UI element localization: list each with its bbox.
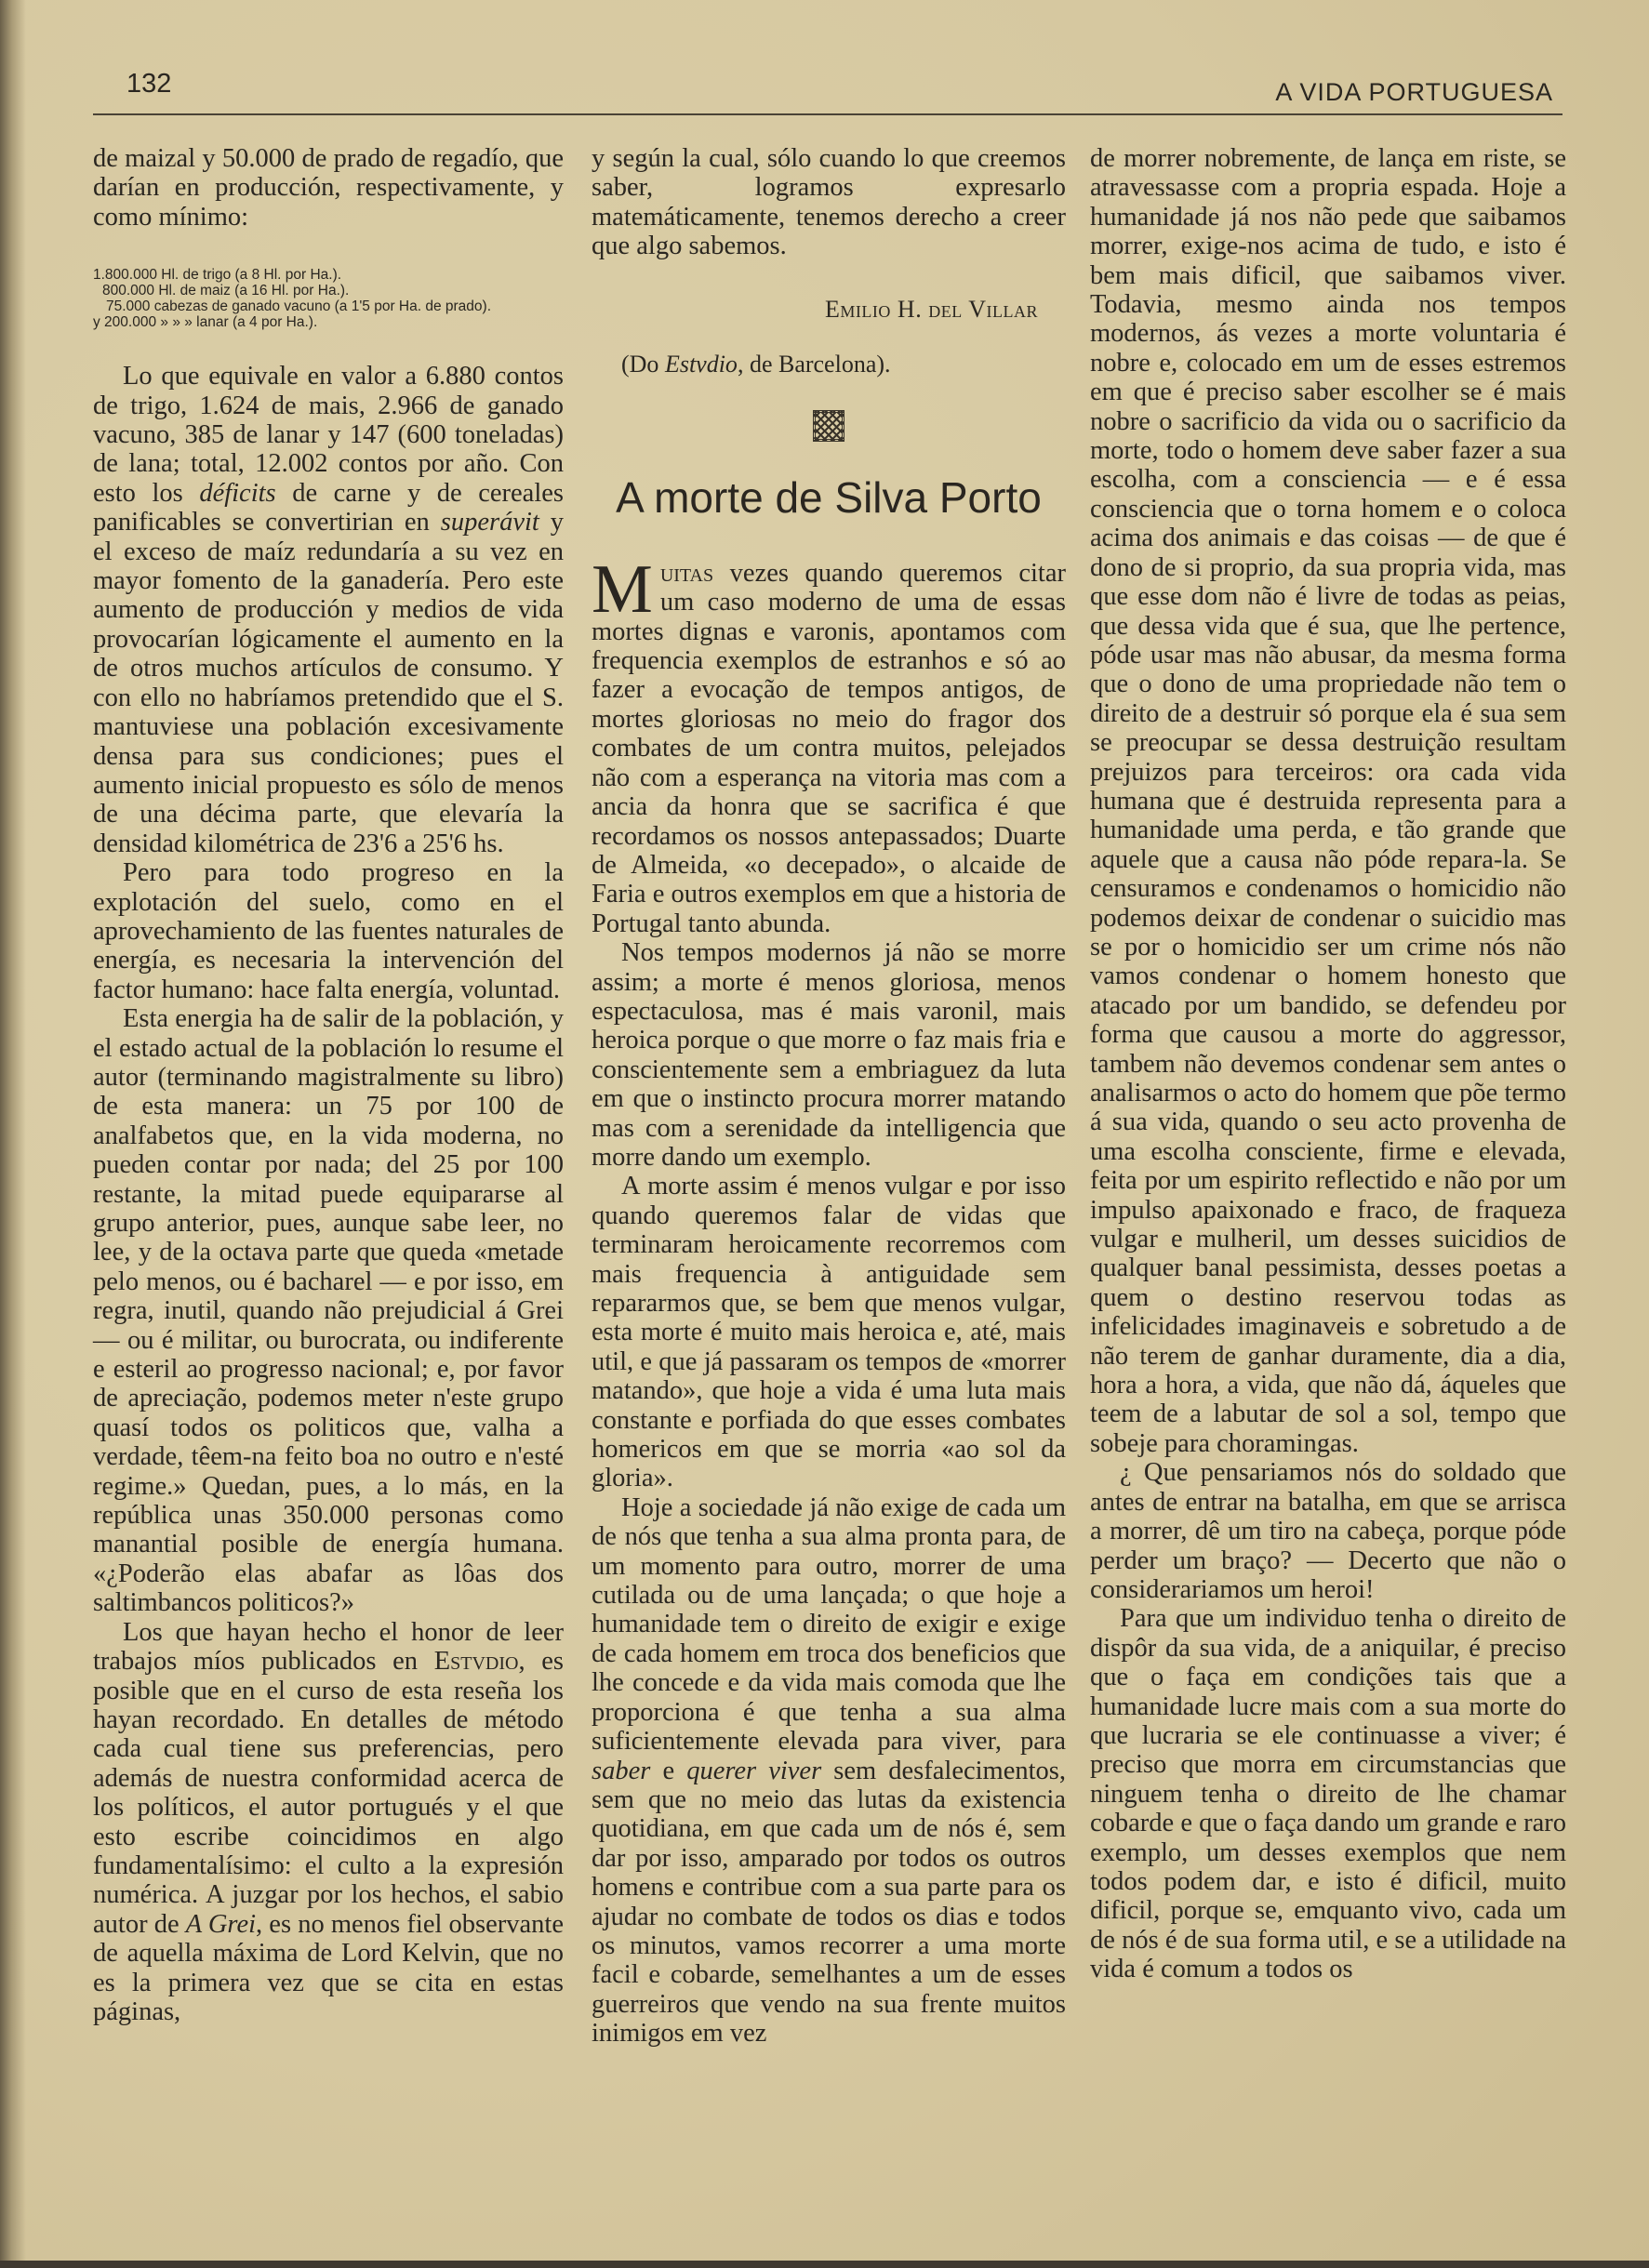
smallcaps-run: uitas xyxy=(659,558,714,588)
section-divider xyxy=(592,410,1066,448)
text-run: vezes quando queremos citar um caso moderno de uma de essas mortes dignas e varonis, apontamos com frequencia exemplos de estranhos e só ao fazer a evocação de tempos antigos, de mortes gloriosas no meio do fragor dos combates de um contra muitos, pelejados não com a esperança na vitoria mas com a ancia da honra que se sacrifica é que recordamos os nossos antepassados; Duarte de Almeida, «o decepado», o alcaide de Faria e outros exemplos em que a historia de Portugal tanto abunda. xyxy=(592,558,1066,938)
source-note xyxy=(592,350,1066,378)
italic-run: saber xyxy=(592,1756,651,1785)
signature-first: Emilio H. xyxy=(825,295,929,323)
paragraph: de morrer nobremente, de lança em riste, se atravessasse com a propria espada. Hoje a humanidade já nos não pede que saibamos morrer, exige-nos acima de tudo, e isto é bem mais dificil, que saibamos viver. Todavia, mesmo ainda nos tempos modernos, ás vezes a morte voluntaria é nobre e, colocado em um de esses estremos em que é preciso saber escolher se é mais nobre o sacrificio da vida ou o sacrificio da morte, todo o homem deve saber fazer a sua escolha, com a consciencia — e é essa consciencia que o torna homem e o coloca acima dos animais e das coisas — de que é dono de si proprio, da sua propria vida, mas que esse dom não é livre de todas as peias, que dessa vida que é sua, que lhe pertence, póde usar mas não abusar, da mesma forma que o dono de uma propriedade não tem o direito de a destruir só porque ela é sua sem se preocupar se dessa destruição resultam prejuizos para terceiros: ora cada vida humana que é destruida representa para a humanidade uma perda, e tão grande que aquele que a causa não póde repara-la. Se censuramos e condenamos o homicidio não podemos deixar de condenar o suicidio mas se por o homicidio ser um crime nós não vamos condenar o homem honesto que atacado por um bandido, se defendeu por forma que causou a morte do aggressor, tambem não devemos condenar sem antes o analisarmos o acto do homem que põe termo á sua vida, quando o seu acto provenha de uma escolha consciente, firme e elevada, feita por um espirito reflectido e não por um impulso apaixonado e fraco, de fraqueza vulgar e mulheril, um desses suicidios de qualquer banal pessimista, desses poetas a quem o destino reservou todas as infelicidades imaginaveis e sobretudo a de não terem de ganhar duramente, dia a dia, hora a hora, a vida, que não dá, áqueles que teem de a labutar de sol a sol, tempo que sobeje para choramingas. xyxy=(1090,144,1566,1458)
italic-run: superávit xyxy=(440,508,539,537)
journal-title: A VIDA PORTUGUESA xyxy=(1275,78,1553,106)
italic-run: Estvdio xyxy=(664,351,738,378)
text-run: , es no menos fiel observante de aquella máxima de Lord Kelvin, que no es la primera vez que se cita en estas páginas, xyxy=(93,1909,564,2026)
page-header xyxy=(93,65,1563,121)
table-row: 1.800.000 Hl. de trigo (a 8 Hl. por Ha.). xyxy=(93,267,342,284)
table-row: y 200.000 » » » lanar (a 4 por Ha.). xyxy=(93,314,318,331)
italic-run: déficits xyxy=(199,478,276,508)
column-2 xyxy=(592,144,1066,2049)
text-run: y el exceso de maíz redundaría a su vez en mayor fomento de la ganadería. Pero este aumento de producción y medios de vida provocarían lógicamente el aumento en la de otros muchos artículos de consumo. Y con ello no habríamos pretendido que el S. mantuviese una población excesivamente densa para sus condiciones; pues el aumento inicial propuesto es sólo de menos de una décima parte, que elevaría la densidad kilométrica de 23'6 a 25'6 hs. xyxy=(93,508,565,858)
production-table xyxy=(93,267,564,330)
table-row: 800.000 Hl. de maiz (a 16 Hl. por Ha.). xyxy=(102,283,350,299)
italic-run: A Grei xyxy=(185,1909,257,1939)
paragraph: Para que um individuo tenha o direito de dispôr da sua vida, de a aniquilar, é preciso que o faça em condições tais que a humanidade lucre mais com a sua morte do que lucraria se ele continuasse a viver; é preciso que morra em circumstancias que ninguem tenha o direito de lhe chamar cobarde e que o faça dando um grande e raro exemplo, um desses exemplos que nem todos podem dar, e isto é dificil, muito dificil, porque se, emquanto vivo, cada um de nós é de sua forma util, e se a utilidade na vida é comum a todos os xyxy=(1090,1604,1566,1984)
paragraph: de maizal y 50.000 de prado de regadío, que darían en producción, respectivamente, y como mínimo: xyxy=(93,144,564,232)
ornament-icon xyxy=(813,410,844,442)
italic-run: querer viver xyxy=(686,1756,822,1785)
paragraph xyxy=(93,1618,564,2027)
text-run: de carne y de cereales panificables se convertirian en xyxy=(93,478,564,537)
paragraph xyxy=(93,362,564,858)
paragraph: Nos tempos modernos já não se morre assim; a morte é menos gloriosa, menos espectaculosa, mas é mais varonil, mais heroica porque o que morre o faz mais fria e conscientemente sem a embriaguez da luta em que o instincto procura morrer matando mas com a serenidade da intelligencia que morre dando um exemplo. xyxy=(592,938,1066,1172)
table-row: 75.000 cabezas de ganado vacuno (a 1'5 por Ha. de prado). xyxy=(106,298,492,315)
text-run: Los que hayan hecho el honor de leer trabajos míos publicados en xyxy=(93,1617,564,1677)
signature-last: del Villar xyxy=(928,295,1038,323)
paragraph: A morte assim é menos vulgar e por isso quando queremos falar de vidas que terminaram heroicamente recorremos com mais frequencia à antiguidade sem repararmos que, se bem que menos vulgar, esta morte é muito mais heroica e, até, mais util, e que já passaram os tempos de «morrer matando», que hoje a vida é uma luta mais constante e porfiada do que esses combates homericos em que se morria «ao sol da gloria». xyxy=(592,1172,1066,1493)
paragraph: Pero para todo progreso en la explotación del suelo, como en el aprovechamiento de las fuentes naturales de energía, es necesaria la intervención del factor humano: hace falta energía, voluntad. xyxy=(93,858,564,1004)
paragraph: Esta energia ha de salir de la población, y el estado actual de la población lo resume el autor (terminando magistralmente su libro) de esta manera: un 75 por 100 de analfabetos que, en la vida moderna, no pueden contar por nada; del 25 por 100 restante, la mitad puede equipararse al grupo anterior, pues, aunque sabe leer, no lee, y de la octava parte que queda «metade pelo menos, ou é bacharel — e por isso, em regra, inutil, quando não prejudicial á Grei — ou é militar, ou burocrata, ou indiferente e esteril ao progresso nacional; e, por favor de apreciação, podemos meter n'este grupo quasí todos os politicos que, valha a verdade, têem-na feito boa no outro e n'esté regime.» Quedan, pues, a lo más, en la república unas 350.000 personas como manantial posible de energía humana. «¿Poderão elas abafar as lôas dos saltimbancos politicos?» xyxy=(93,1004,564,1618)
text-run: (Do xyxy=(621,351,665,378)
text-run: sem desfalecimentos, sem que no meio das lutas da existencia quotidiana, em que cada um de nós é, sem dar por isso, amparado por todos os outros homens e contribue com a sua parte para os ajudar no combate de todos os dias e todos os minutos, vamos recorrer a uma morte facil e cobarde, semelhantes a um de esses guerreiros que vendo na sua frente muitos inimigos em vez xyxy=(592,1756,1066,2049)
text-run: Lo que equivale en valor a 6.880 contos de trigo, 1.624 de mais, 2.966 de ganado vacuno, 385 de lanar y 147 (600 toneladas) de lana; total, 12.002 contos por año. Con esto los xyxy=(93,362,564,508)
paragraph xyxy=(592,1493,1066,2049)
column-3 xyxy=(1090,144,1566,1984)
paragraph: ¿ Que pensariamos nós do soldado que antes de entrar na batalha, em que se arrisca a morrer, dê um tiro na cabeça, porque póde perder um braço? — Decerto que não o considerariamos um heroi! xyxy=(1090,1458,1566,1604)
page-number: 132 xyxy=(126,69,172,99)
page-edge-shadow xyxy=(0,0,26,2268)
text-run: e xyxy=(650,1756,687,1785)
text-run: Hoje a sociedade já não exige de cada um de nós que tenha a sua alma pronta para, de um momento para outro, morrer de uma cutilada ou de uma lançada; o que hoje a humanidade tem o direito de exigir e exige de cada homem em troca dos beneficios que lhe concede e da vida mais comoda que lhe proporciona é que tenha a sua alma suficientemente elevada para viver, para xyxy=(592,1492,1066,1757)
text-run: , es posible que en el curso de esta reseña los hayan recordado. En detalles de método cada cual tiene sus preferencias, pero además de nuestra conformidad acerca de los políticos, el autor portugués y el que esto escribe coincidimos en algo fundamentalísimo: el culto a la expresión numérica. A juzgar por los hechos, el sabio autor de xyxy=(93,1647,564,1939)
article-title: A morte de Silva Porto xyxy=(616,472,1042,522)
text-run: , de Barcelona). xyxy=(737,351,891,378)
paragraph: y según la cual, sólo cuando lo que creemos saber, logramos expresarlo matemáticamente, tenemos derecho a creer que algo sabemos. xyxy=(592,144,1066,261)
column-1 xyxy=(93,144,564,2026)
header-rule xyxy=(93,113,1563,115)
smallcaps-run: Estvdio xyxy=(433,1647,519,1677)
author-signature xyxy=(592,295,1038,324)
page-bottom-edge xyxy=(0,2261,1649,2268)
drop-cap: M xyxy=(592,550,653,628)
paragraph xyxy=(592,550,1066,938)
